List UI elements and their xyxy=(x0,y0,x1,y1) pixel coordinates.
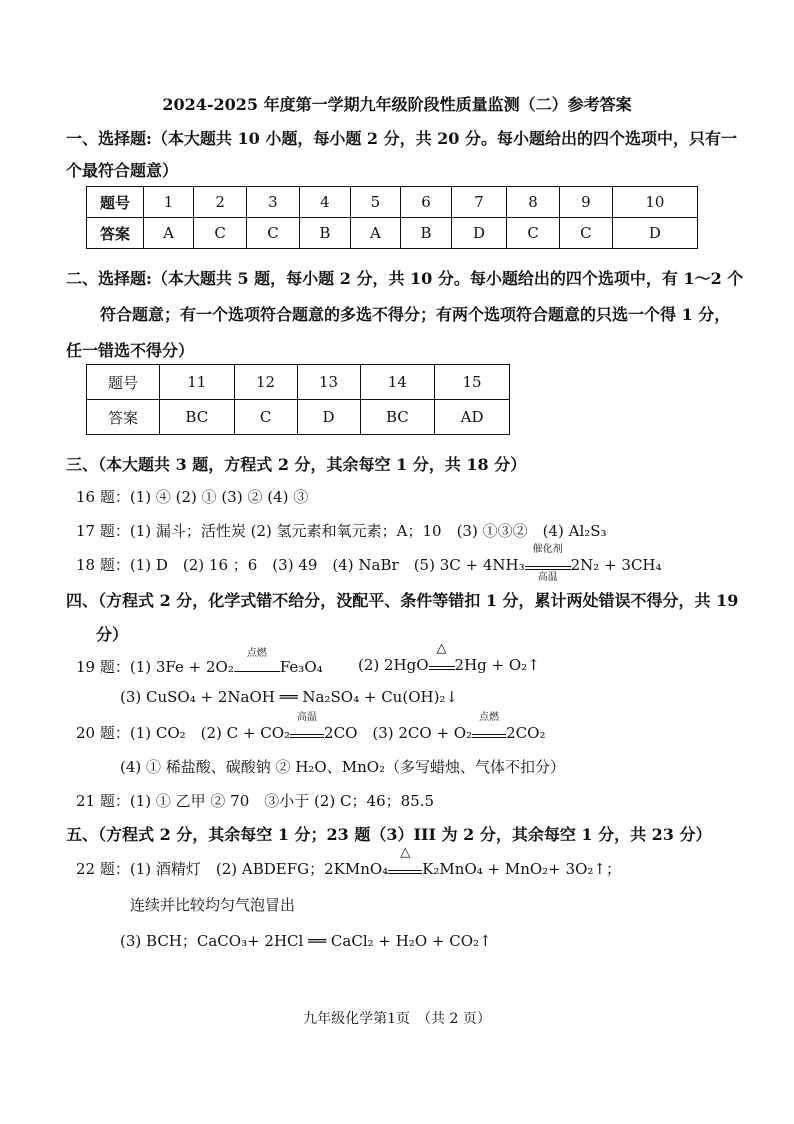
section3-heading: 三、（本大题共 3 题，方程式 2 分，其余每空 1 分，共 18 分） xyxy=(66,455,527,474)
row-label-answer: 答案 xyxy=(87,218,144,249)
condition-above: 点燃 xyxy=(246,648,267,659)
answer-cell: C xyxy=(507,218,560,249)
table-row-numbers xyxy=(87,187,698,218)
table-row-answers xyxy=(87,218,698,249)
answer-cell: C xyxy=(559,218,612,249)
section4-heading-line2: 分） xyxy=(96,625,129,644)
answer-cell: C xyxy=(194,218,247,249)
question-number: 11 xyxy=(160,365,235,400)
row-label-answer: 答案 xyxy=(87,400,160,435)
answer-line-q22-3: (3) BCH；CaCO₃+ 2HCl ══ CaCl₂ + H₂O + CO₂↑ xyxy=(120,932,492,950)
answer-line-q20-4: (4) ① 稀盐酸、碳酸钠 ② H₂O、MnO₂（多写蜡烛、气体不扣分） xyxy=(120,758,566,776)
answer-cell: A xyxy=(144,218,194,249)
q20-middle: 2CO (3) 2CO + O₂ xyxy=(324,724,473,742)
q18-text: 18 题：(1) D (2) 16 ；6 (3) 49 (4) NaBr (5) 3C + 4NH₃ xyxy=(76,556,525,574)
condition-above: △ xyxy=(436,641,447,656)
answer-line-q20 xyxy=(76,712,546,743)
section2-answer-table xyxy=(86,364,510,435)
question-number: 4 xyxy=(299,187,350,218)
question-number: 2 xyxy=(194,187,247,218)
question-number: 13 xyxy=(297,365,360,400)
question-number: 5 xyxy=(350,187,400,218)
q19-1-products: Fe₃O₄ xyxy=(279,658,323,676)
section2-heading-line2: 符合题意；有一个选项符合题意的多选不得分；有两个选项符合题意的只选一个得 1 分， xyxy=(100,305,731,324)
condition-below: 高温 xyxy=(537,572,558,583)
table-row-answers xyxy=(87,400,510,435)
page-footer: 九年级化学第1页 （共 2 页） xyxy=(303,1011,491,1027)
reaction-condition-arrow xyxy=(472,712,506,738)
page-title: 2024-2025 年度第一学期九年级阶段性质量监测（二）参考答案 xyxy=(162,95,632,114)
section4-heading-line1: 四、（方程式 2 分，化学式错不给分，没配平、条件等错扣 1 分，累计两处错误不得分，共 19 xyxy=(66,591,739,610)
answer-cell: C xyxy=(234,400,297,435)
answer-line-q16: 16 题：(1) ④ (2) ① (3) ② (4) ③ xyxy=(76,488,309,506)
answer-cell: D xyxy=(297,400,360,435)
condition-above: △ xyxy=(400,845,411,860)
answer-line-q19-1 xyxy=(76,648,323,677)
answer-cell: D xyxy=(451,218,506,249)
table-row-numbers xyxy=(87,365,510,400)
answer-cell: BC xyxy=(160,400,235,435)
answer-cell: C xyxy=(247,218,300,249)
question-number: 1 xyxy=(144,187,194,218)
q19-2-reactants: (2) 2HgO xyxy=(358,656,429,674)
section1-heading-line1: 一、选择题:（本大题共 10 小题，每小题 2 分，共 20 分。每小题给出的四个选项中，只有一 xyxy=(66,129,737,148)
condition-above: 高温 xyxy=(297,712,318,723)
question-number: 3 xyxy=(247,187,300,218)
question-number: 7 xyxy=(451,187,506,218)
question-number: 15 xyxy=(435,365,510,400)
answer-cell: D xyxy=(612,218,697,249)
reaction-condition-arrow xyxy=(525,544,571,583)
answer-line-q19-3: (3) CuSO₄ + 2NaOH ══ Na₂SO₄ + Cu(OH)₂↓ xyxy=(120,688,459,706)
answer-line-q19-2 xyxy=(358,641,540,674)
row-label-question: 题号 xyxy=(87,187,144,218)
section1-heading-line2: 个最符合题意） xyxy=(66,161,179,180)
answer-line-q22 xyxy=(76,845,621,879)
reaction-condition-arrow xyxy=(388,845,422,874)
section2-heading-line1: 二、选择题:（本大题共 5 题，每小题 2 分，共 10 分。每小题给出的四个选项中，有 1～2 个 xyxy=(66,269,744,288)
condition-above: 点燃 xyxy=(479,712,500,723)
section1-answer-table xyxy=(86,186,698,249)
q20-text: 20 题：(1) CO₂ (2) C + CO₂ xyxy=(76,724,291,742)
q22-products: K₂MnO₄ + MnO₂+ 3O₂↑； xyxy=(422,860,621,878)
answer-line-q18 xyxy=(76,544,662,583)
reaction-condition-arrow xyxy=(290,712,324,738)
question-number: 14 xyxy=(360,365,435,400)
question-number: 6 xyxy=(400,187,451,218)
q19-1-reactants: 19 题：(1) 3Fe + 2O₂ xyxy=(76,658,234,676)
q19-2-products: 2Hg + O₂↑ xyxy=(454,656,540,674)
q18-products: 2N₂ + 3CH₄ xyxy=(570,556,662,574)
answer-line-q22-note: 连续并比较均匀气泡冒出 xyxy=(130,896,296,914)
q20-products: 2CO₂ xyxy=(506,724,546,742)
answer-cell: B xyxy=(400,218,451,249)
answer-cell: A xyxy=(350,218,400,249)
answer-cell: BC xyxy=(360,400,435,435)
section5-heading: 五、（方程式 2 分，其余每空 1 分；23 题（3）III 为 2 分，其余每空 1 分，共 23 分） xyxy=(66,825,712,844)
question-number: 10 xyxy=(612,187,697,218)
answer-line-q21: 21 题：(1) ① 乙甲 ② 70 ③小于 (2) C；46；85.5 xyxy=(76,792,435,810)
question-number: 12 xyxy=(234,365,297,400)
question-number: 8 xyxy=(507,187,560,218)
reaction-condition-arrow xyxy=(429,641,455,670)
answer-line-q17: 17 题：(1) 漏斗；活性炭 (2) 氢元素和氧元素；A；10 (3) ①③② (4) Al₂S₃ xyxy=(76,522,607,540)
condition-above: 催化剂 xyxy=(532,544,563,555)
row-label-question: 题号 xyxy=(87,365,160,400)
section2-heading-line3: 任一错选不得分） xyxy=(66,341,195,360)
answer-cell: B xyxy=(299,218,350,249)
answer-cell: AD xyxy=(435,400,510,435)
q22-text: 22 题：(1) 酒精灯 (2) ABDEFG；2KMnO₄ xyxy=(76,860,389,878)
question-number: 9 xyxy=(559,187,612,218)
reaction-condition-arrow xyxy=(234,648,280,672)
